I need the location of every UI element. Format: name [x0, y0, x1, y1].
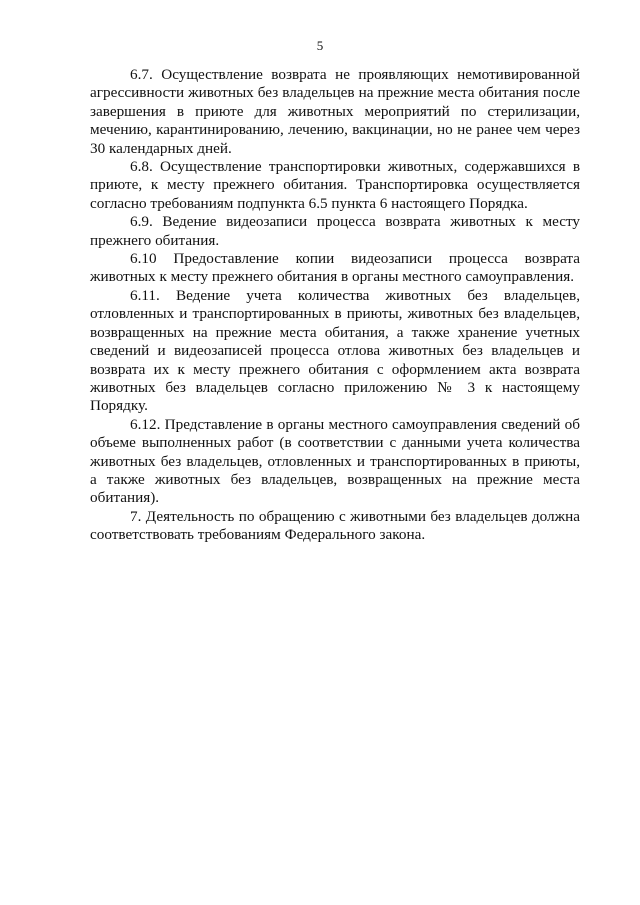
paragraph-7: 7. Деятельность по обращению с животными без владельцев должна соответствовать требованиям Федерального закона. — [90, 507, 580, 544]
paragraph-6-10: 6.10 Предоставление копии видеозаписи процесса возврата животных к месту прежнего обитания в органы местного самоуправления. — [90, 250, 580, 286]
paragraph-6-9: 6.9. Ведение видеозаписи процесса возврата животных к месту прежнего обитания. — [90, 213, 580, 249]
paragraph-6-8: 6.8. Осуществление транспортировки животных, содержавшихся в приюте, к месту прежнего обитания. Транспортировка осуществляется согласно требованиям подпункта 6.5 пункта 6 настоящего Порядка. — [90, 158, 580, 212]
page-number: 5 — [316, 38, 324, 53]
document-body — [90, 66, 580, 545]
paragraph-6-12: 6.12. Представление в органы местного самоуправления сведений об объеме выполненных работ (в соответствии с данными учета количества животных без владельцев, отловленных и транспортированных в приюты, а также животных без владельцев, возвращенных на прежние места обитания). — [90, 415, 580, 507]
paragraph-6-11: 6.11. Ведение учета количества животных без владельцев, отловленных и транспортированных в приюты, животных без владельцев, возвращенных на прежние места обитания, а также хранение учетных сведений и видеозаписей процесса отлова животных без владельцев и возврата их к месту прежнего обитания с оформлением акта возврата животных без владельцев согласно приложению № 3 к настоящему Порядку. — [90, 286, 580, 415]
paragraph-6-7: 6.7. Осуществление возврата не проявляющих немотивированной агрессивности животных без владельцев на прежние места обитания после завершения в приюте для животных мероприятий по стерилизации, мечению, карантинированию, лечению, вакцинации, но не ранее чем через 30 календарных дней. — [90, 66, 580, 157]
